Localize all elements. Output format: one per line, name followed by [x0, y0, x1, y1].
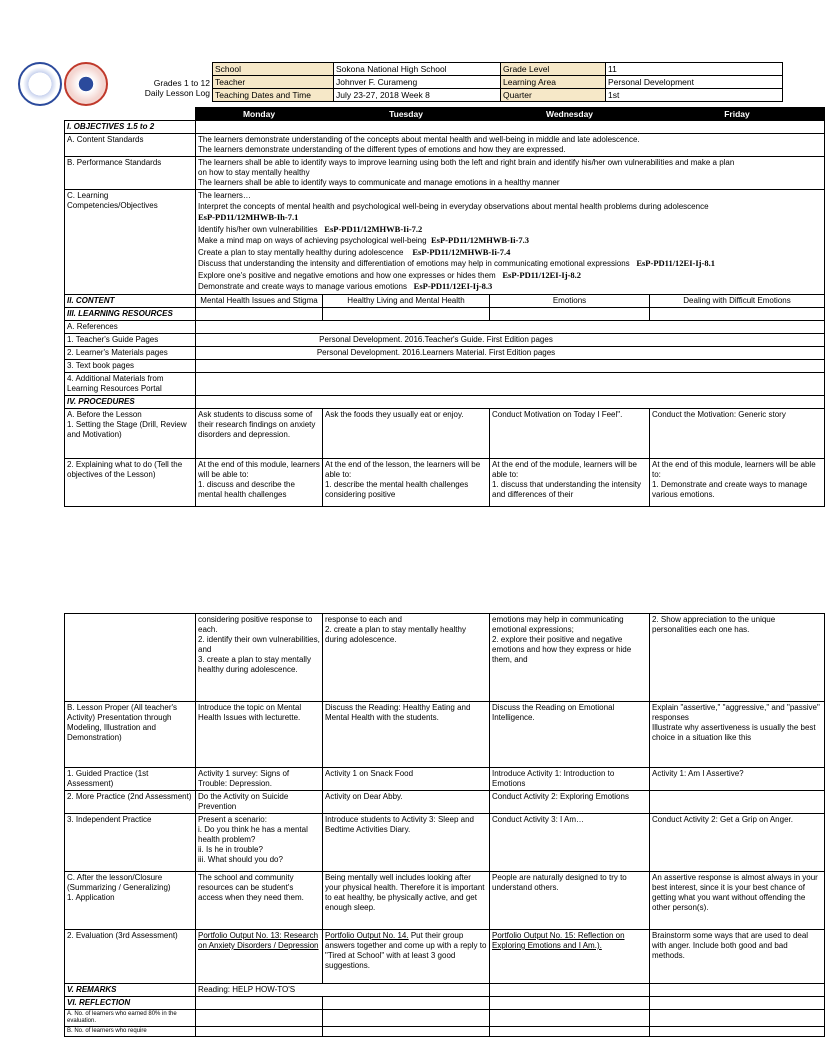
- references-label: A. References: [65, 320, 196, 333]
- resources-heading: III. LEARNING RESOURCES: [65, 307, 196, 320]
- school-value: Sokona National High School: [334, 63, 501, 76]
- content-heading: II. CONTENT: [65, 294, 196, 307]
- additional-materials-label: 4. Additional Materials from Learning Resources Portal: [65, 372, 196, 395]
- eval-monday: [196, 930, 323, 984]
- topic-wednesday: Emotions: [490, 294, 650, 307]
- guided-wednesday: Introduce Activity 1: Introduction to Emotions: [490, 768, 650, 791]
- explain-cont-friday: 2. Show appreciation to the unique personalities each one has.: [650, 614, 825, 702]
- before-tuesday: Ask the foods they usually eat or enjoy.: [323, 408, 490, 458]
- content-standards-label: A. Content Standards: [65, 134, 196, 157]
- grade-level-value: 11: [606, 63, 783, 76]
- competency-line: Demonstrate and create ways to manage various emotions EsP-PD11/12EI-Ij-8.3: [198, 281, 493, 291]
- teacher-value: Johnver F. Curameng: [334, 76, 501, 89]
- explain-friday: At the end of this module, learners will be able to: 1. Demonstrate and create ways to manage various emotions.: [650, 458, 825, 506]
- topic-friday: Dealing with Difficult Emotions: [650, 294, 825, 307]
- after-lesson-label: C. After the lesson/Closure (Summarizing / Generalizing) 1. Application: [65, 872, 196, 930]
- independent-tuesday: Introduce students to Activity 3: Sleep and Bedtime Activities Diary.: [323, 814, 490, 872]
- after-wednesday: People are naturally designed to try to understand others.: [490, 872, 650, 930]
- school-label: School: [213, 63, 334, 76]
- school-seal-logo: [64, 62, 108, 106]
- day-monday: Monday: [196, 108, 323, 121]
- learners-materials-label: 2. Learner's Materials pages: [65, 346, 196, 359]
- guided-monday: Activity 1 survey: Signs of Trouble: Depression.: [196, 768, 323, 791]
- teachers-guide-value: Personal Development. 2016.Teacher's Guide. First Edition pages: [196, 333, 825, 346]
- reflection-a-label: A. No. of learners who earned 80% in the evaluation.: [65, 1010, 196, 1027]
- before-wednesday: Conduct Motivation on Today I Feel".: [490, 408, 650, 458]
- explain-cont-tuesday: response to each and 2. create a plan to stay mentally healthy during adolescence.: [323, 614, 490, 702]
- eval-friday: Brainstorm some ways that are used to deal with anger. Include both good and bad methods.: [650, 930, 825, 984]
- competency-line: The learners…: [198, 191, 251, 200]
- after-tuesday: Being mentally well includes looking after your physical health. Therefore it is important to eat healthy, be physically active, and get enough sleep.: [323, 872, 490, 930]
- guided-practice-label: 1. Guided Practice (1st Assessment): [65, 768, 196, 791]
- day-friday: Friday: [650, 108, 825, 121]
- portfolio-13-link[interactable]: Portfolio Output No. 13: Research on Anxiety Disorders / Depression: [198, 931, 319, 950]
- competency-line: Create a plan to stay mentally healthy during adolescence EsP-PD11/12MHWB-Ii-7.4: [198, 246, 511, 257]
- procedures-heading: IV. PROCEDURES: [65, 395, 196, 408]
- more-tuesday: Activity on Dear Abby.: [323, 791, 490, 814]
- competency-line: EsP-PD11/12MHWB-Ih-7.1: [198, 212, 299, 222]
- portfolio-15-link[interactable]: Portfolio Output No. 15: Reflection on Exploring Emotions and I Am.).: [492, 931, 625, 950]
- explain-wednesday: At the end of the module, learners will be able to: 1. discuss that understanding the intensity and differences of their: [490, 458, 650, 506]
- deped-seal-logo: [18, 62, 62, 106]
- learning-area-value: Personal Development: [606, 76, 783, 89]
- dates-label: Teaching Dates and Time: [213, 89, 334, 102]
- explain-cont-monday: considering positive response to each. 2. identify their own vulnerabilities, and 3. create a plan to stay mentally healthy during adolescence.: [196, 614, 323, 702]
- portfolio-14-link[interactable]: Portfolio Output No. 14.: [325, 931, 409, 940]
- performance-standards-label: B. Performance Standards: [65, 157, 196, 190]
- teacher-label: Teacher: [213, 76, 334, 89]
- lesson-friday: Explain "assertive," "aggressive," and "passive" responses Illustrate why assertiveness is usually the best choice in a situation like this: [650, 702, 825, 768]
- grade-level-label: Grade Level: [501, 63, 606, 76]
- competency-line: Make a mind map on ways of achieving psychological well-being EsP-PD11/12MHWB-Ii-7.3: [198, 235, 529, 245]
- before-friday: Conduct the Motivation: Generic story: [650, 408, 825, 458]
- guided-friday: Activity 1: Am I Assertive?: [650, 768, 825, 791]
- grades-label: Grades 1 to 12: [153, 78, 210, 88]
- before-monday: Ask students to discuss some of their research findings on anxiety disorders and depression.: [196, 408, 323, 458]
- guided-tuesday: Activity 1 on Snack Food: [323, 768, 490, 791]
- content-standards: The learners demonstrate understanding of the concepts about mental health and well-being in middle and late adolescence. The learners demonstrate understanding of the different types of emotions and how they are expressed.: [196, 134, 825, 157]
- performance-standards: The learners shall be able to identify ways to improve learning using both the left and right brain and identify his/her own vulnerabilities and make a plan on how to stay mentally healthy The learners shall be able to identify ways to communicate and manage emotions in a healthy manner: [196, 157, 825, 190]
- day-wednesday: Wednesday: [490, 108, 650, 121]
- topic-monday: Mental Health Issues and Stigma: [196, 294, 323, 307]
- after-friday: An assertive response is almost always in your best interest, since it is your best chance of getting what you want without offending the other person(s).: [650, 872, 825, 930]
- competency-line: Explore one's positive and negative emotions and how one expresses or hides them EsP-PD11/12EI-Ij-8.2: [198, 269, 582, 280]
- eval-tuesday: Portfolio Output No. 14. Put their group answers together and come up with a reply to "Tired at School" with at least 3 good suggestions.: [323, 930, 490, 984]
- evaluation-label: 2. Evaluation (3rd Assessment): [65, 930, 196, 984]
- more-friday: [650, 791, 825, 814]
- day-tuesday: Tuesday: [323, 108, 490, 121]
- independent-friday: Conduct Activity 2: Get a Grip on Anger.: [650, 814, 825, 872]
- reflection-b-label: B. No. of learners who require: [65, 1027, 196, 1037]
- competency-line: Identify his/her own vulnerabilities EsP-PD11/12MHWB-Ii-7.2: [198, 223, 423, 234]
- reflection-heading: VI. REFLECTION: [65, 997, 196, 1010]
- lesson-log-table-continued: [64, 613, 825, 1037]
- lesson-monday: Introduce the topic on Mental Health Issues with lecturette.: [196, 702, 323, 768]
- page-two: [0, 560, 820, 1034]
- objectives-heading: I. OBJECTIVES 1.5 to 2: [65, 121, 196, 134]
- learning-area-label: Learning Area: [501, 76, 606, 89]
- competencies: [196, 190, 825, 295]
- independent-wednesday: Conduct Activity 3: I Am…: [490, 814, 650, 872]
- lesson-log-table: [64, 107, 825, 507]
- explain-tuesday: At the end of the lesson, the learners will be able to: 1. describe the mental health challenges considering positive: [323, 458, 490, 506]
- lesson-wednesday: Discuss the Reading on Emotional Intelligence.: [490, 702, 650, 768]
- quarter-value: 1st: [606, 89, 783, 102]
- competencies-label: C. Learning Competencies/Objectives: [65, 190, 196, 295]
- explain-cont-wednesday: emotions may help in communicating emotional expressions; 2. explore their positive and negative emotions and how they express or hide them, and: [490, 614, 650, 702]
- log-title: Daily Lesson Log: [144, 88, 210, 98]
- independent-monday: Present a scenario: i. Do you think he has a mental health problem? ii. Is he in trouble? iii. What should you do?: [196, 814, 323, 872]
- more-practice-label: 2. More Practice (2nd Assessment): [65, 791, 196, 814]
- lesson-proper-label: B. Lesson Proper (All teacher's Activity) Presentation through Modeling, Illustration and Demonstration): [65, 702, 196, 768]
- remarks-text: Reading: HELP HOW-TO'S: [196, 984, 490, 997]
- topic-tuesday: Healthy Living and Mental Health: [323, 294, 490, 307]
- more-wednesday: Conduct Activity 2: Exploring Emotions: [490, 791, 650, 814]
- teachers-guide-label: 1. Teacher's Guide Pages: [65, 333, 196, 346]
- competency-line: Interpret the concepts of mental health and psychological well-being in everyday observations about mental health problems during adolescence: [198, 201, 709, 211]
- explain-monday: At the end of this module, learners will be able to: 1. discuss and describe the mental health challenges: [196, 458, 323, 506]
- before-lesson-label: A. Before the Lesson 1. Setting the Stage (Drill, Review and Motivation): [65, 408, 196, 458]
- eval-wednesday: [490, 930, 650, 984]
- more-monday: Do the Activity on Suicide Prevention: [196, 791, 323, 814]
- quarter-label: Quarter: [501, 89, 606, 102]
- dates-value: July 23-27, 2018 Week 8: [334, 89, 501, 102]
- textbook-label: 3. Text book pages: [65, 359, 196, 372]
- lesson-tuesday: Discuss the Reading: Healthy Eating and Mental Health with the students.: [323, 702, 490, 768]
- learners-materials-value: Personal Development. 2016.Learners Material. First Edition pages: [196, 346, 825, 359]
- remarks-heading: V. REMARKS: [65, 984, 196, 997]
- after-monday: The school and community resources can be student's access when they need them.: [196, 872, 323, 930]
- explain-label: 2. Explaining what to do (Tell the objectives of the Lesson): [65, 458, 196, 506]
- competency-line: Discuss that understanding the intensity and differentiation of emotions may help in communicating emotional expressions EsP-PD11/12EI-Ij-8.1: [198, 258, 715, 268]
- independent-practice-label: 3. Independent Practice: [65, 814, 196, 872]
- header-info-table: [212, 62, 783, 102]
